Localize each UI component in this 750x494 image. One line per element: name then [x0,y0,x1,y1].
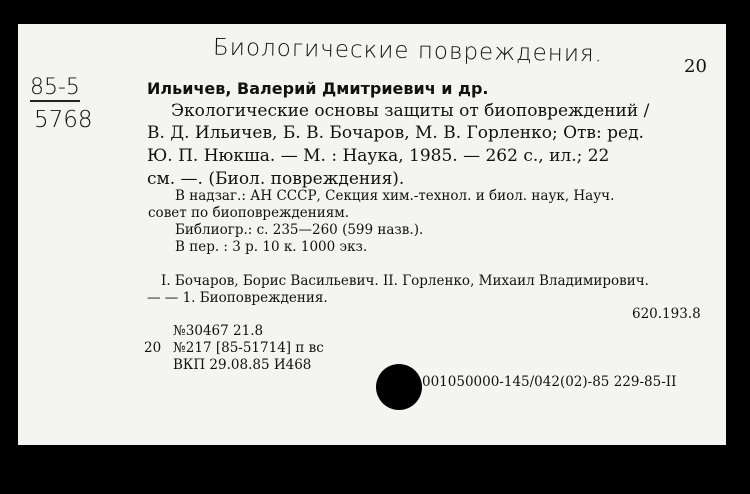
body-line-4: см. —. (Биол. повреждения). [147,169,405,189]
call-number-bottom: 5768 [34,107,93,133]
note-line-2: совет по биоповреждениям. [148,205,350,221]
call-number-top: 85-5 [30,75,80,100]
order-code: 001050000-145/042(02)-85 229-85-II [422,374,677,390]
body-line-2: В. Д. Ильичев, Б. В. Бочаров, М. В. Горленко; Отв: ред. [147,123,644,143]
note-line-1: В надзаг.: АН СССР, Секция хим.-технол. и биол. наук, Науч. [175,188,615,204]
section-number: 20 [684,56,707,77]
footer-line-1: №30467 21.8 [173,323,264,339]
tracing-line-2: — — 1. Биоповреждения. [147,290,328,306]
footer-line-2: №217 [85-51714] п вс [173,340,324,356]
handwritten-title: Биологические повреждения. [212,34,604,68]
udc-number: 620.193.8 [632,306,701,322]
body-line-1: Экологические основы защиты от биоповреждений / [171,101,650,121]
tracing-line-1: I. Бочаров, Борис Васильевич. II. Горленко, Михаил Владимирович. [161,273,649,289]
note-line-4: В пер. : 3 р. 10 к. 1000 экз. [175,239,368,255]
footer-line-3: ВКП 29.08.85 И468 [173,357,312,373]
author-heading: Ильичев, Валерий Дмитриевич и др. [147,79,489,98]
footer-prefix: 20 [144,340,162,356]
body-line-3: Ю. П. Нюкша. — М. : Наука, 1985. — 262 с., ил.; 22 [147,146,610,166]
catalog-card [18,24,726,445]
card-punch-hole [376,364,422,410]
note-line-3: Библиогр.: с. 235—260 (599 назв.). [175,222,424,238]
